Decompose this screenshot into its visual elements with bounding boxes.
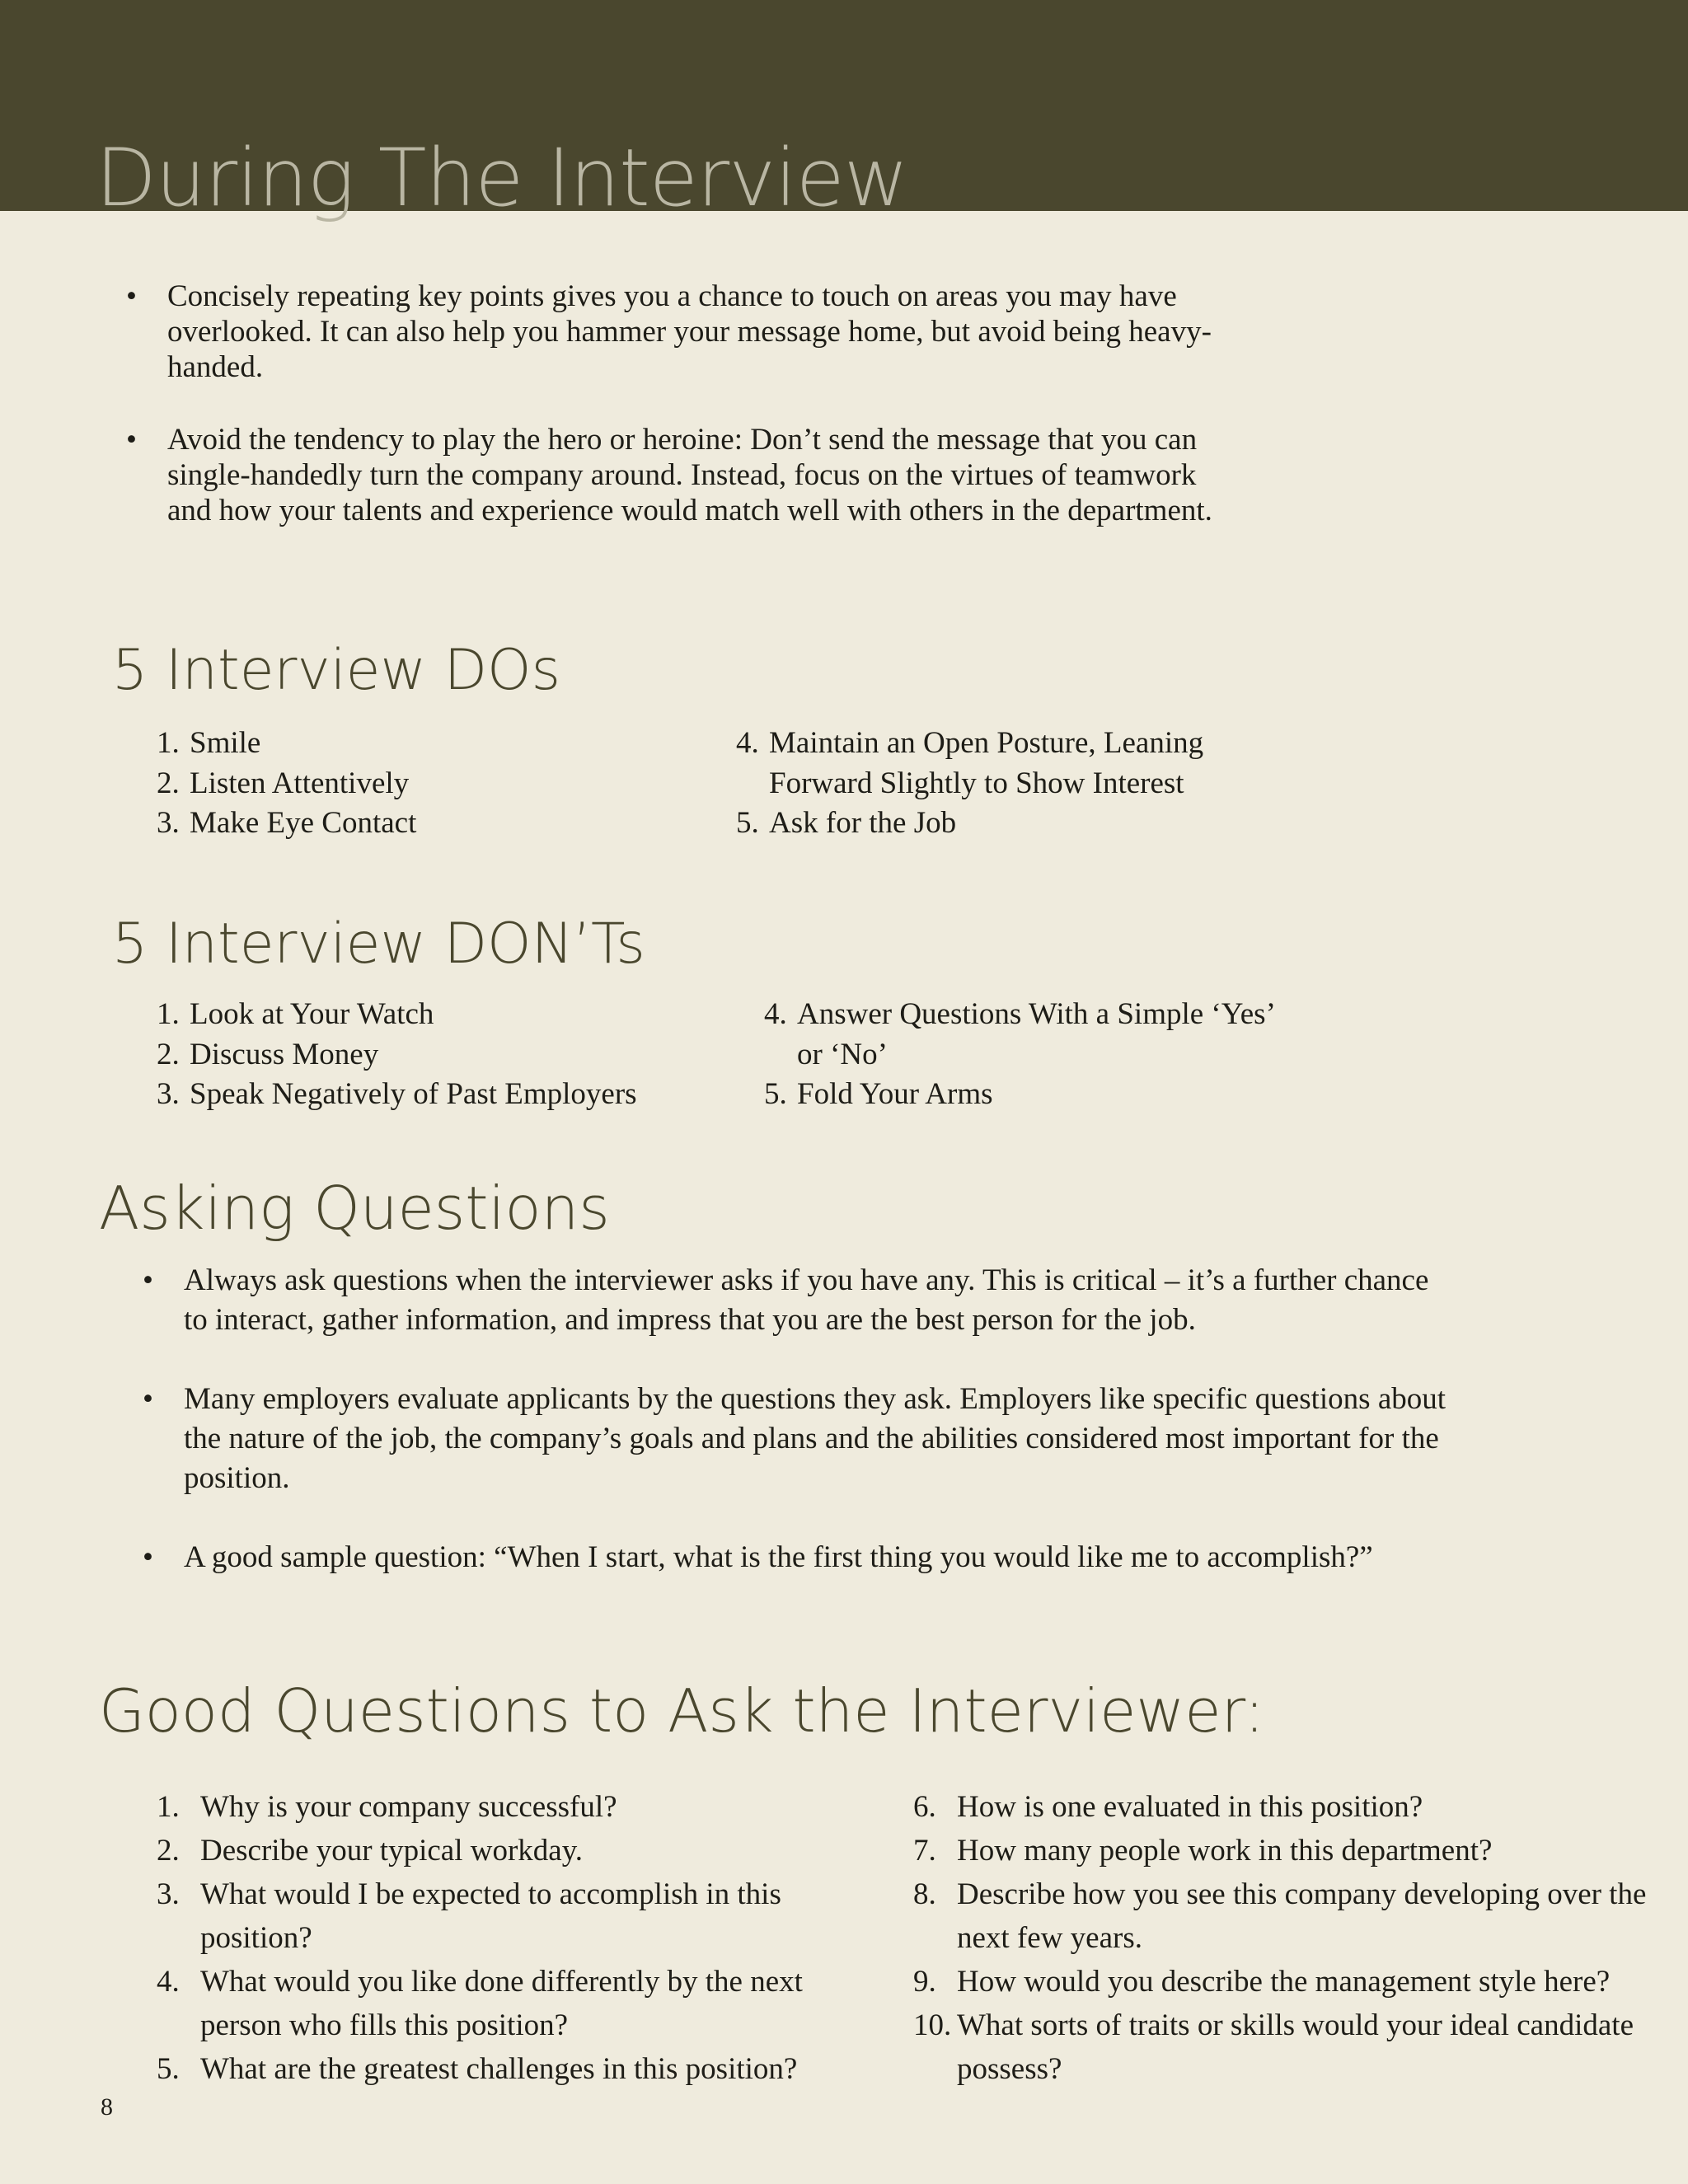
item-number: 1. bbox=[157, 726, 180, 760]
intro-bullet: • Concisely repeating key points gives you a chance to touch on areas you may have overlooked. It can also help you hammer your message home, but avoid being heavy-handed. bbox=[122, 279, 1226, 385]
item-number: 1. bbox=[157, 1790, 180, 1824]
item-text: Discuss Money bbox=[190, 1037, 379, 1071]
question-item bbox=[157, 1785, 882, 1829]
question-item bbox=[913, 1872, 1655, 1960]
question-item bbox=[157, 1829, 882, 1872]
dos-heading: 5 Interview DOs bbox=[112, 638, 560, 703]
item-number: 7. bbox=[913, 1834, 936, 1868]
donts-item bbox=[157, 1075, 734, 1115]
dos-list-left bbox=[157, 724, 651, 844]
donts-item bbox=[157, 1035, 734, 1076]
item-text: Look at Your Watch bbox=[190, 997, 434, 1031]
item-number: 10. bbox=[913, 2008, 952, 2042]
item-number: 2. bbox=[157, 1037, 180, 1071]
item-text: Answer Questions With a Simple ‘Yes’ or ‘No’ bbox=[797, 997, 1274, 1071]
page-title: During The Interview bbox=[96, 132, 908, 224]
item-text: Describe your typical workday. bbox=[200, 1834, 584, 1868]
item-number: 4. bbox=[736, 726, 759, 760]
item-text: Maintain an Open Posture, Leaning Forward Slightly to Show Interest bbox=[769, 726, 1204, 800]
donts-item bbox=[157, 995, 734, 1035]
donts-item bbox=[764, 1075, 1275, 1115]
item-number: 1. bbox=[157, 997, 180, 1031]
item-number: 5. bbox=[764, 1077, 787, 1111]
item-text: What would you like done differently by the next person who fills this position? bbox=[200, 1965, 803, 2042]
item-number: 3. bbox=[157, 1077, 180, 1111]
asking-bullet: • A good sample question: “When I start, what is the first thing you would like me to accomplish?” bbox=[138, 1538, 1457, 1577]
dos-list-right bbox=[736, 724, 1264, 844]
questions-list-right bbox=[913, 1785, 1655, 2091]
questions-list-left bbox=[157, 1785, 882, 2091]
dos-item bbox=[157, 804, 651, 844]
item-number: 8. bbox=[913, 1877, 936, 1911]
donts-item bbox=[764, 995, 1275, 1075]
question-item bbox=[913, 1785, 1655, 1829]
item-number: 9. bbox=[913, 1965, 936, 1999]
donts-list-left bbox=[157, 995, 734, 1115]
question-item bbox=[157, 2047, 882, 2091]
intro-bullet: • Avoid the tendency to play the hero or heroine: Don’t send the message that you can single-handedly turn the company around. Instead, focus on the virtues of teamwork and how your talents and experience would match well with others in the department. bbox=[122, 422, 1226, 528]
item-text: Smile bbox=[190, 726, 261, 760]
question-item bbox=[157, 1872, 882, 1960]
item-text: How is one evaluated in this position? bbox=[957, 1790, 1423, 1824]
dos-item bbox=[736, 804, 1264, 844]
item-number: 4. bbox=[157, 1965, 180, 1999]
asking-bullet: • Always ask questions when the interviewer asks if you have any. This is critical – it’s a further chance to interact, gather information, and impress that you are the best person for the job. bbox=[138, 1261, 1457, 1340]
item-text: Make Eye Contact bbox=[190, 806, 417, 840]
item-text: Ask for the Job bbox=[769, 806, 957, 840]
item-number: 5. bbox=[157, 2052, 180, 2086]
good-questions-heading: Good Questions to Ask the Interviewer: bbox=[99, 1676, 1265, 1746]
item-number: 2. bbox=[157, 1834, 180, 1868]
item-text: Describe how you see this company developing over the next few years. bbox=[957, 1877, 1647, 1955]
item-text: Why is your company successful? bbox=[200, 1790, 617, 1824]
page-number: 8 bbox=[101, 2093, 113, 2121]
question-item bbox=[913, 1829, 1655, 1872]
item-number: 2. bbox=[157, 766, 180, 800]
item-text: How would you describe the management style here? bbox=[957, 1965, 1611, 1999]
item-text: Listen Attentively bbox=[190, 766, 410, 800]
item-number: 6. bbox=[913, 1790, 936, 1824]
donts-list-right bbox=[764, 995, 1275, 1115]
item-number: 3. bbox=[157, 806, 180, 840]
dos-item bbox=[157, 724, 651, 764]
item-text: What are the greatest challenges in this position? bbox=[200, 2052, 798, 2086]
question-item bbox=[157, 1960, 882, 2047]
item-number: 5. bbox=[736, 806, 759, 840]
item-number: 4. bbox=[764, 997, 787, 1031]
item-text: How many people work in this department? bbox=[957, 1834, 1493, 1868]
asking-bullet-list bbox=[138, 1261, 1457, 1617]
dos-item bbox=[736, 724, 1264, 804]
item-number: 3. bbox=[157, 1877, 180, 1911]
item-text: What would I be expected to accomplish in this position? bbox=[200, 1877, 781, 1955]
intro-bullet-list bbox=[122, 279, 1226, 565]
item-text: Fold Your Arms bbox=[797, 1077, 993, 1111]
question-item bbox=[913, 1960, 1655, 2004]
item-text: What sorts of traits or skills would your ideal candidate possess? bbox=[957, 2008, 1634, 2086]
dos-item bbox=[157, 764, 651, 804]
asking-bullet: • Many employers evaluate applicants by the questions they ask. Employers like specific questions about the nature of the job, the company’s goals and plans and the abilities considered most important for the position. bbox=[138, 1380, 1457, 1498]
asking-questions-heading: Asking Questions bbox=[99, 1174, 610, 1243]
item-text: Speak Negatively of Past Employers bbox=[190, 1077, 637, 1111]
question-item bbox=[913, 2004, 1655, 2091]
donts-heading: 5 Interview DON’Ts bbox=[112, 912, 645, 977]
